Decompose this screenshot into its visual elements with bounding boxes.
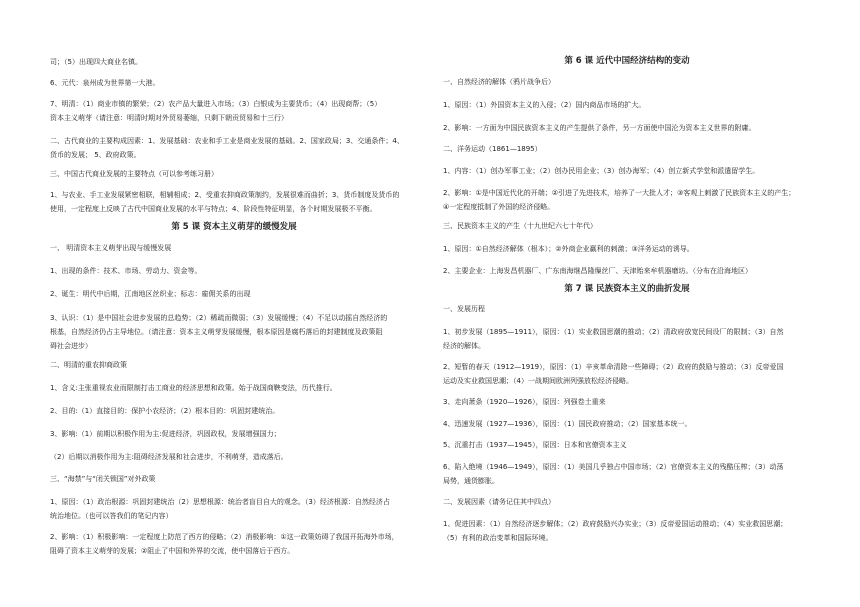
paragraph: 1、原因：①自然经济解体（根本）；②外商企业赢利的刺激；③洋务运动的诱导。 (443, 245, 694, 253)
paragraph: 6、元代：泉州成为世界第一大港。 (50, 79, 160, 87)
paragraph: 2、影响：一方面为中国民族资本主义的产生提供了条件，另一方面使中国沦为资本主义世界的附庸。 (443, 124, 756, 132)
paragraph: 资本主义萌芽（请注意：明清时期对外贸易萎缩，只剩下朝贡贸易和十三行） (50, 114, 288, 122)
paragraph: （5）有利的政治变革和国际环境。 (443, 534, 553, 542)
paragraph: 2、短暂的春天（1912—1919），原因：（1）辛亥革命清除一些障碍；（2）政府的鼓励与推动；（3）反帝爱国 (443, 363, 784, 371)
lesson-title: 第 7 课 民族资本主义的曲折发展 (564, 284, 690, 294)
paragraph: 5、沉重打击（1937—1945），原因：日本和官僚资本主义 (443, 441, 627, 449)
section-heading: 二、发展因素（请务记住其中四点） (443, 498, 555, 506)
paragraph: （2）后期以消极作用为主:阻碍经济发展和社会进步，不利萌芽，造成落后。 (50, 453, 288, 461)
paragraph: 2、影响：①是中国近代化的开端；②引进了先进技术，培养了一大批人才；③客观上刺激了民族资本主义的产生； (443, 189, 796, 197)
paragraph: 统治地位。（也可以答我们的笔记内容） (50, 512, 173, 520)
section-heading: 三、“海禁”与“闭关锁国”对外政策 (50, 475, 156, 483)
section-heading: 二、洋务运动（1861—1895） (443, 145, 542, 153)
paragraph: 2、影响：（1）积极影响：一定程度上防范了西方的侵略；（2）消极影响：①这一政策妨碍了我国开拓海外市场， (50, 533, 399, 541)
paragraph: 3、认识：（1）是中国社会进步发展的总趋势；（2）稀疏而微弱；（3）发展缓慢；（4）不足以动摇自然经济的 (50, 314, 388, 322)
paragraph: 1、含义:主张重视农业而限制打击工商业的经济思想和政策。始于战国商鞅变法，历代推行。 (50, 384, 337, 392)
paragraph: 2、目的:（1）直接目的：保护小农经济；（2）根本目的：巩固封建统治。 (50, 407, 280, 415)
lesson-title: 第 5 课 资本主义萌芽的缓慢发展 (171, 222, 297, 232)
paragraph: 1、出现的条件：技术、市场、劳动力、资金等。 (50, 267, 202, 275)
paragraph: 1、内容：（1）创办军事工业；（2）创办民用企业；（3）创办海军；（4）创立新式学堂和派遣留学生。 (443, 167, 760, 175)
section-heading: 三、民族资本主义的产生（十九世纪六七十年代） (443, 222, 597, 230)
paragraph: 司；（5）出现四大商业名镇。 (50, 58, 142, 66)
paragraph: 2、诞生：明代中后期，江南地区丝织业；标志：雇佣关系的出现 (50, 290, 251, 298)
paragraph: 经济的解体。 (443, 342, 485, 350)
paragraph: 根基，自然经济仍占主导地位。（请注意：资本主义萌芽发展缓慢，根本原因是腐朽落后的封建制度及政策阻 (50, 328, 383, 336)
paragraph: 使用，一定程度上反映了古代中国商业发展的水平与特点；4、阶段性特征明显，各个时期发展极不平衡。 (50, 205, 377, 213)
paragraph: 1、初步发展（1895—1911），原因：（1）实业救国思潮的推动；（2）清政府放宽民间设厂的限制；（3）自然 (443, 328, 784, 336)
paragraph: 1、与农业、手工业发展紧密相联，相辅相成；2、受重农抑商政策制约，发展很难而曲折；3、货币制度及货币的 (50, 191, 400, 199)
paragraph: 7、明清：（1）商业市镇的繁荣；（2）农产品大量进入市场；（3）白银成为主要货币；（4）出现商帮；（5） (50, 100, 382, 108)
paragraph: 1、促进因素：（1）自然经济逐步解体；（2）政府鼓励兴办实业；（3）反帝爱国运动推动；（4）实业救国思潮； (443, 520, 788, 528)
paragraph: 4、迅速发展（1927—1936），原因：（1）国民政府推动；（2）国家基本统一。 (443, 420, 692, 428)
paragraph: 1、原因：（1）政治根源：巩固封建统治（2）思想根源：统治者盲目自大的观念。（3）经济根源：自然经济占 (50, 498, 390, 506)
paragraph: 货币的发展； 5、政府政策。 (50, 151, 141, 159)
paragraph: 1、原因：（1）外国资本主义的入侵；（2）国内商品市场的扩大。 (443, 101, 646, 109)
paragraph: 6、陷入绝境（1946—1949），原因：（1）美国几乎独占中国市场；（2）官僚资本主义的残酷压榨；（3）动荡 (443, 463, 784, 471)
section-heading: 一、自然经济的解体（鸦片战争后） (443, 78, 555, 86)
paragraph: 2、主要企业：上海发昌机器厂、广东南海继昌隆缫丝厂、天津贻来牟机器磨坊。（分布在沿海地区） (443, 267, 752, 275)
lesson-title: 第 6 课 近代中国经济结构的变动 (564, 56, 690, 66)
paragraph: 运动及实业救国思潮；（4）一战期间欧洲列强放松经济侵略。 (443, 377, 633, 385)
section-heading: 一、发展历程 (443, 305, 485, 313)
section-heading: 一、 明清资本主义萌芽出现与缓慢发展 (50, 244, 172, 252)
paragraph: ④一定程度抵制了外国的经济侵略。 (443, 203, 555, 211)
section-heading: 二、明清的重农抑商政策 (50, 361, 127, 369)
paragraph: 碍社会进步） (50, 342, 92, 350)
paragraph: 阻碍了资本主义萌芽的发展；②阻止了中国和外界的交流，使中国落后于西方。 (50, 547, 295, 555)
paragraph: 二、古代商业的主要构成因素：1、发展基础：农业和手工业是商业发展的基础。2、国家政局；3、交通条件；4、 (50, 137, 404, 145)
paragraph: 3、走向萧条（1920—1926），原因：列强卷土重来 (443, 398, 606, 406)
paragraph: 3、影响:（1）前期以积极作用为主:促进经济，巩固政权，发展增强国力； (50, 430, 281, 438)
paragraph: 局势，通货膨胀。 (443, 477, 499, 485)
section-heading: 三、中国古代商业发展的主要特点（可以参考练习册） (50, 170, 218, 178)
